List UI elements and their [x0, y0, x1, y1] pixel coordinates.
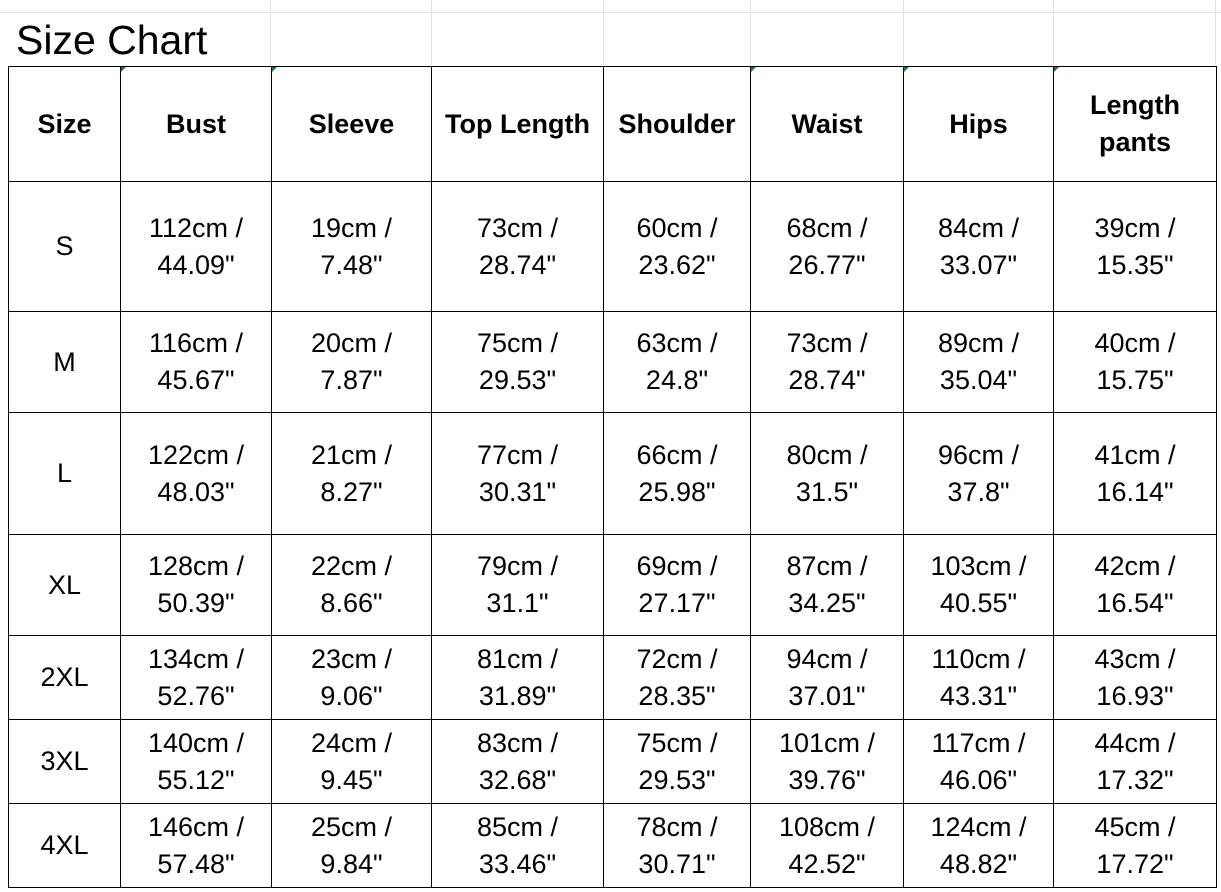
cell-bust[interactable]	[121, 182, 272, 312]
value-cm: 85cm /	[476, 811, 559, 842]
table-row	[9, 182, 1217, 312]
comment-marker	[1054, 67, 1059, 72]
header-shoulder[interactable]	[604, 67, 751, 182]
header-sleeve[interactable]	[272, 67, 432, 182]
value-cm: 116cm /	[148, 328, 244, 358]
size-cell[interactable]	[9, 636, 121, 720]
value-cm: 75cm /	[476, 328, 559, 358]
value-inches: 28.74"	[788, 365, 866, 395]
value-cm: 79cm /	[476, 551, 559, 581]
cell-length-pants[interactable]	[1054, 312, 1217, 413]
value-cm: 101cm /	[778, 727, 876, 758]
size-label: L	[56, 458, 73, 488]
value-inches: 48.82"	[939, 848, 1018, 879]
cell-bust[interactable]	[121, 720, 272, 804]
cell-sleeve[interactable]	[272, 312, 432, 413]
size-label: 4XL	[40, 830, 89, 860]
size-label: 3XL	[40, 746, 89, 776]
size-label: XL	[47, 569, 82, 600]
table-row	[9, 535, 1217, 636]
cell-sleeve[interactable]	[272, 413, 432, 535]
value-cm: 41cm /	[1094, 439, 1176, 470]
value-cm: 75cm /	[636, 727, 718, 758]
value-cm: 108cm /	[778, 811, 876, 842]
gridline	[1053, 0, 1054, 66]
header-waist[interactable]	[751, 67, 904, 182]
value-inches: 33.07"	[939, 249, 1018, 280]
cell-shoulder[interactable]	[604, 535, 751, 636]
value-inches: 25.98"	[638, 476, 716, 507]
cell-shoulder[interactable]	[604, 182, 751, 312]
cell-bust[interactable]	[121, 312, 272, 413]
cell-waist[interactable]	[751, 535, 904, 636]
cell-hips[interactable]	[904, 720, 1054, 804]
header-length-pants[interactable]	[1054, 67, 1217, 182]
value-cm: 77cm /	[476, 439, 559, 470]
gridline	[270, 0, 271, 66]
value-inches: 45.67"	[157, 365, 235, 395]
header-label: Size	[37, 108, 92, 139]
cell-top-length[interactable]	[432, 804, 604, 888]
value-cm: 103cm /	[930, 551, 1027, 581]
value-inches: 34.25"	[788, 588, 866, 618]
page-title: Size Chart	[16, 17, 208, 63]
value-cm: 124cm /	[930, 811, 1027, 842]
value-cm: 89cm /	[937, 328, 1020, 358]
header-label: Waist	[791, 108, 863, 139]
comment-marker	[121, 67, 126, 72]
value-inches: 27.17"	[638, 588, 716, 618]
value-cm: 96cm /	[937, 439, 1020, 470]
size-chart-table	[8, 66, 1217, 888]
cell-hips[interactable]	[904, 804, 1054, 888]
value-inches: 28.74"	[478, 249, 557, 280]
cell-bust[interactable]	[121, 413, 272, 535]
cell-hips[interactable]	[904, 636, 1054, 720]
value-cm: 140cm /	[147, 727, 245, 758]
cell-sleeve[interactable]	[272, 636, 432, 720]
cell-bust[interactable]	[121, 636, 272, 720]
value-cm: 19cm /	[310, 212, 393, 243]
value-inches: 57.48"	[157, 848, 235, 879]
cell-shoulder[interactable]	[604, 720, 751, 804]
value-cm: 63cm /	[636, 328, 718, 358]
gridline	[431, 0, 432, 66]
comment-marker	[751, 67, 756, 72]
cell-hips[interactable]	[904, 535, 1054, 636]
value-inches: 8.66"	[320, 588, 383, 618]
value-inches: 7.87"	[320, 365, 383, 395]
header-label-line2: pants	[1098, 127, 1171, 157]
size-label: S	[55, 231, 74, 261]
gridline	[750, 0, 751, 66]
header-top-length[interactable]	[432, 67, 604, 182]
value-inches: 15.75"	[1096, 365, 1174, 395]
value-cm: 81cm /	[476, 643, 559, 674]
table-row	[9, 636, 1217, 720]
value-cm: 117cm /	[931, 727, 1026, 758]
value-inches: 24.8"	[645, 365, 709, 395]
cell-shoulder[interactable]	[604, 413, 751, 535]
value-cm: 134cm /	[147, 643, 245, 674]
value-cm: 23cm /	[310, 643, 393, 674]
table-row	[9, 413, 1217, 535]
value-inches: 16.93"	[1096, 680, 1174, 711]
value-inches: 33.46"	[478, 848, 557, 879]
value-cm: 69cm /	[636, 551, 718, 581]
size-cell[interactable]	[9, 804, 121, 888]
size-cell[interactable]	[9, 312, 121, 413]
size-cell[interactable]	[9, 720, 121, 804]
cell-bust[interactable]	[121, 535, 272, 636]
value-cm: 83cm /	[476, 727, 559, 758]
size-cell[interactable]	[9, 535, 121, 636]
value-inches: 7.48"	[320, 249, 383, 280]
value-inches: 28.35"	[638, 680, 716, 711]
header-bust[interactable]	[121, 67, 272, 182]
value-inches: 16.54"	[1096, 588, 1174, 618]
cell-bust[interactable]	[121, 804, 272, 888]
cell-sleeve[interactable]	[272, 182, 432, 312]
value-inches: 43.31"	[939, 680, 1018, 711]
cell-hips[interactable]	[904, 182, 1054, 312]
value-inches: 8.27"	[320, 476, 383, 507]
header-label: Top Length	[445, 108, 590, 139]
value-cm: 39cm /	[1094, 212, 1176, 243]
cell-waist[interactable]	[751, 720, 904, 804]
value-cm: 22cm /	[310, 551, 393, 581]
cell-waist[interactable]	[751, 182, 904, 312]
size-label: M	[53, 346, 76, 377]
cell-length-pants[interactable]	[1054, 720, 1217, 804]
value-cm: 73cm /	[786, 328, 868, 358]
value-cm: 68cm /	[786, 212, 868, 243]
comment-marker	[272, 67, 277, 72]
header-label: Bust	[166, 108, 226, 139]
size-label: 2XL	[40, 662, 89, 692]
value-cm: 43cm /	[1094, 643, 1176, 674]
header-label-line1: Length	[1090, 90, 1180, 120]
value-cm: 146cm /	[147, 811, 245, 842]
value-cm: 84cm /	[937, 212, 1020, 243]
value-cm: 110cm /	[931, 643, 1026, 674]
cell-length-pants[interactable]	[1054, 535, 1217, 636]
value-inches: 17.72"	[1096, 848, 1174, 879]
gridline	[903, 0, 904, 66]
cell-sleeve[interactable]	[272, 720, 432, 804]
value-cm: 25cm /	[310, 811, 393, 842]
size-cell[interactable]	[9, 413, 121, 535]
cell-length-pants[interactable]	[1054, 804, 1217, 888]
cell-top-length[interactable]	[432, 413, 604, 535]
cell-sleeve[interactable]	[272, 804, 432, 888]
value-inches: 46.06"	[939, 764, 1018, 795]
value-cm: 42cm /	[1094, 551, 1176, 581]
value-cm: 60cm /	[636, 212, 718, 243]
cell-length-pants[interactable]	[1054, 413, 1217, 535]
value-inches: 42.52"	[788, 848, 866, 879]
header-size[interactable]	[9, 67, 121, 182]
cell-waist[interactable]	[751, 312, 904, 413]
cell-shoulder[interactable]	[604, 636, 751, 720]
value-cm: 122cm /	[147, 439, 245, 470]
value-cm: 21cm /	[310, 439, 393, 470]
value-cm: 45cm /	[1094, 811, 1176, 842]
value-inches: 37.8"	[947, 476, 1010, 507]
value-inches: 23.62"	[638, 249, 716, 280]
cell-shoulder[interactable]	[604, 804, 751, 888]
cell-waist[interactable]	[751, 413, 904, 535]
cell-top-length[interactable]	[432, 182, 604, 312]
header-label: Shoulder	[618, 108, 736, 139]
gridline	[0, 12, 1221, 13]
cell-length-pants[interactable]	[1054, 182, 1217, 312]
value-inches: 30.31"	[478, 476, 557, 507]
cell-hips[interactable]	[904, 312, 1054, 413]
value-inches: 55.12"	[157, 764, 235, 795]
header-label: Hips	[949, 108, 1008, 139]
value-inches: 40.55"	[939, 588, 1018, 618]
value-inches: 30.71"	[638, 848, 716, 879]
cell-top-length[interactable]	[432, 312, 604, 413]
cell-shoulder[interactable]	[604, 312, 751, 413]
value-inches: 37.01"	[788, 680, 866, 711]
value-inches: 31.1"	[486, 588, 549, 618]
value-inches: 52.76"	[157, 680, 235, 711]
table-row	[9, 720, 1217, 804]
value-cm: 73cm /	[476, 212, 559, 243]
value-cm: 94cm /	[786, 643, 868, 674]
value-cm: 20cm /	[310, 328, 393, 358]
cell-top-length[interactable]	[432, 535, 604, 636]
value-cm: 78cm /	[636, 811, 718, 842]
cell-hips[interactable]	[904, 413, 1054, 535]
table-row	[9, 804, 1217, 888]
value-cm: 80cm /	[786, 439, 868, 470]
value-inches: 29.53"	[478, 365, 557, 395]
comment-marker	[904, 67, 909, 72]
cell-top-length[interactable]	[432, 720, 604, 804]
header-hips[interactable]	[904, 67, 1054, 182]
cell-waist[interactable]	[751, 804, 904, 888]
cell-waist[interactable]	[751, 636, 904, 720]
header-label: Sleeve	[308, 108, 395, 139]
value-cm: 72cm /	[636, 643, 718, 674]
value-inches: 9.84"	[320, 848, 383, 879]
table-header-row	[9, 67, 1217, 182]
value-inches: 9.06"	[320, 680, 383, 711]
cell-sleeve[interactable]	[272, 535, 432, 636]
value-inches: 15.35"	[1096, 249, 1174, 280]
value-inches: 35.04"	[939, 365, 1018, 395]
gridline	[1215, 0, 1216, 66]
value-inches: 29.53"	[638, 764, 716, 795]
value-cm: 24cm /	[310, 727, 393, 758]
value-cm: 128cm /	[147, 551, 245, 581]
value-cm: 44cm /	[1094, 727, 1176, 758]
value-inches: 26.77"	[788, 249, 866, 280]
value-inches: 44.09"	[157, 249, 235, 280]
value-cm: 66cm /	[636, 439, 718, 470]
value-inches: 39.76"	[788, 764, 866, 795]
value-inches: 9.45"	[320, 764, 383, 795]
value-cm: 87cm /	[786, 551, 868, 581]
value-inches: 17.32"	[1096, 764, 1174, 795]
value-cm: 40cm /	[1094, 328, 1176, 358]
size-cell[interactable]	[9, 182, 121, 312]
value-inches: 32.68"	[478, 764, 557, 795]
value-inches: 31.5"	[795, 476, 859, 507]
value-inches: 31.89"	[478, 680, 557, 711]
value-inches: 50.39"	[157, 588, 235, 618]
table-body	[9, 182, 1217, 888]
value-cm: 112cm /	[148, 212, 244, 243]
table-row	[9, 312, 1217, 413]
cell-top-length[interactable]	[432, 636, 604, 720]
value-inches: 16.14"	[1096, 476, 1174, 507]
cell-length-pants[interactable]	[1054, 636, 1217, 720]
value-inches: 48.03"	[157, 476, 235, 507]
gridline	[603, 0, 604, 66]
